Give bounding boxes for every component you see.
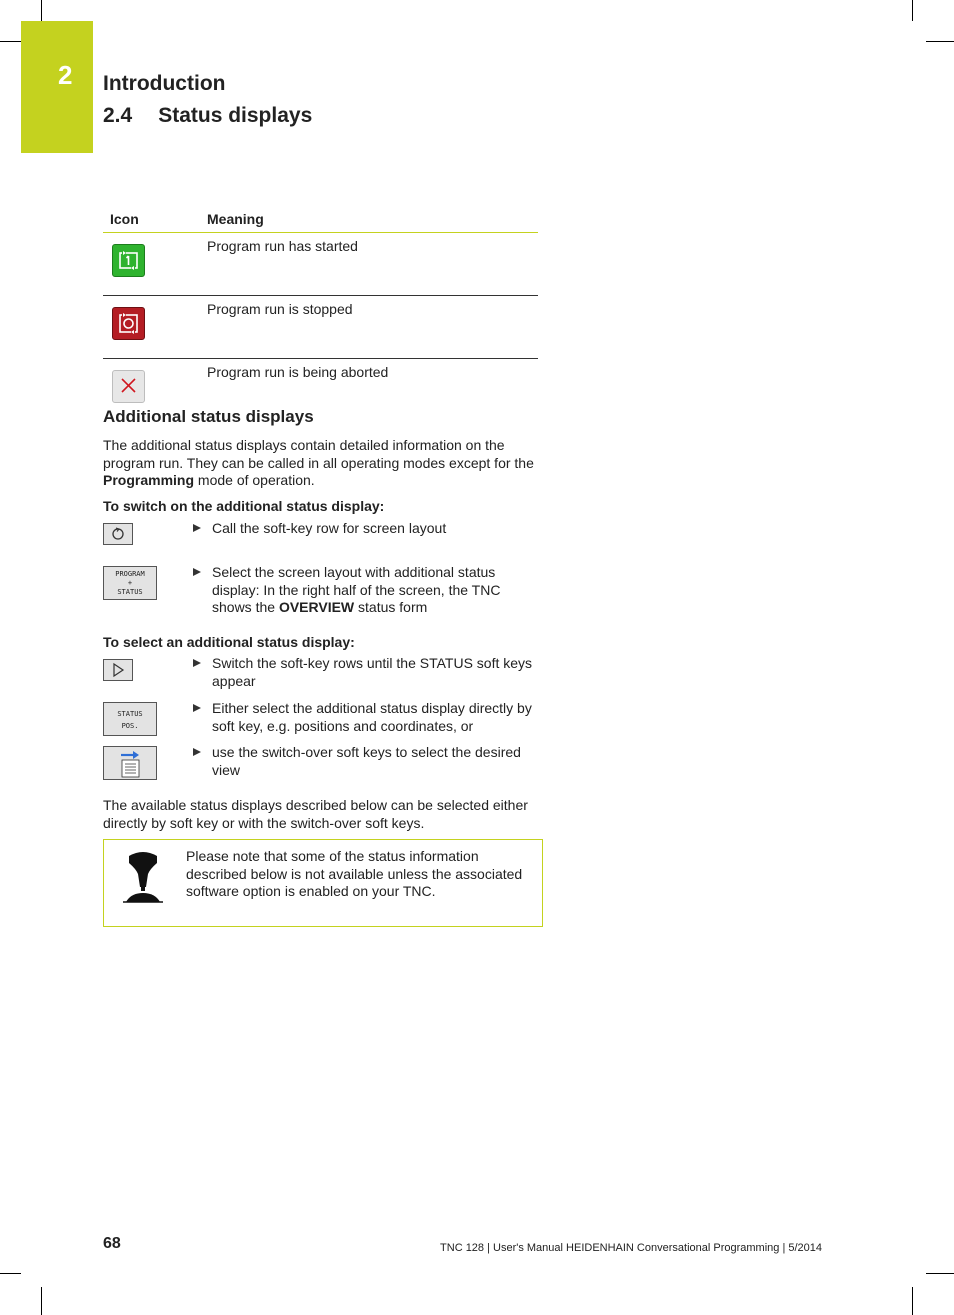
- page-number: 68: [103, 1235, 121, 1252]
- softkey-label-line: STATUS: [117, 588, 143, 596]
- arrow-right-icon: [104, 660, 132, 680]
- intro-text: mode of operation.: [194, 472, 315, 488]
- intro-paragraph: [103, 437, 543, 490]
- intro-text: The additional status displays contain detailed information on the program run. They can be called in all operating modes except for the: [103, 437, 534, 471]
- crop-mark: [0, 1273, 21, 1274]
- table-cell-meaning: Program run is stopped: [207, 296, 538, 359]
- crop-mark: [912, 0, 913, 21]
- switch-on-heading: To switch on the additional status display:: [103, 498, 385, 514]
- section-number: 2.4: [103, 104, 133, 127]
- crop-mark: [0, 41, 21, 42]
- table-row: [103, 233, 538, 296]
- step-text-bold: OVERVIEW: [278, 599, 355, 615]
- chapter-number: 2: [58, 60, 73, 90]
- footer-text: TNC 128 | User's Manual HEIDENHAIN Conversational Programming | 5/2014: [440, 1242, 822, 1254]
- step-item: [193, 655, 543, 690]
- crop-mark: [926, 41, 954, 42]
- chapter-title: Introduction: [103, 72, 226, 95]
- step-text: Either select the additional status display directly by soft key, e.g. positions and coordinates, or: [212, 700, 532, 734]
- program-run-started-icon: [112, 244, 145, 277]
- step-item: [193, 564, 543, 617]
- table-header-row: [103, 206, 538, 233]
- table-cell-meaning: Program run has started: [207, 233, 538, 296]
- step-item: [193, 520, 543, 538]
- step-text-part: status form: [354, 599, 428, 615]
- section-name: Status displays: [158, 104, 313, 127]
- status-pos-softkey[interactable]: [103, 702, 157, 736]
- column-header-meaning: Meaning: [207, 206, 538, 233]
- step-text: Call the soft-key row for screen layout: [212, 520, 447, 536]
- softkey-label-line: POS.: [121, 722, 139, 730]
- step-bullet-icon: [193, 568, 201, 576]
- softkey-label-line: +: [127, 579, 133, 587]
- step-text: Switch the soft-key rows until the STATUS soft keys appear: [212, 655, 533, 689]
- icon-meaning-table: [103, 206, 538, 421]
- crop-mark: [926, 1273, 954, 1274]
- select-heading: To select an additional status display:: [103, 634, 355, 650]
- intro-bold: Programming: [103, 472, 195, 488]
- program-status-softkey[interactable]: [103, 566, 157, 600]
- table-cell-meaning: Program run is being aborted: [207, 364, 389, 380]
- step-bullet-icon: [193, 659, 201, 667]
- step-text: [212, 564, 543, 617]
- table-cell: [103, 233, 207, 296]
- program-run-aborted-icon: [112, 370, 145, 403]
- step-item: [193, 744, 543, 779]
- switch-over-icon: [104, 747, 156, 779]
- step-bullet-icon: [193, 704, 201, 712]
- crop-mark: [41, 1287, 42, 1315]
- table-row: [103, 296, 538, 359]
- next-softkey-row-key[interactable]: [103, 659, 133, 681]
- column-header-icon: Icon: [103, 206, 207, 233]
- crop-mark: [41, 0, 42, 21]
- table-cell: [103, 296, 207, 359]
- subsection-heading: Additional status displays: [103, 407, 314, 426]
- step-text: use the switch-over soft keys to select the desired view: [212, 744, 521, 778]
- softkey-label-line: STATUS: [117, 710, 143, 718]
- chapter-tab: [21, 21, 93, 153]
- step-item: [193, 700, 543, 735]
- step-bullet-icon: [193, 748, 201, 756]
- step-text-part: Select the screen layout with additional status display: In the right half of the screen, the TNC shows the: [212, 564, 501, 615]
- closing-paragraph: The available status displays described below can be selected either directly by soft key or with the switch-over soft keys.: [103, 797, 528, 831]
- softkey-label-line: PROGRAM: [115, 570, 145, 578]
- step-bullet-icon: [193, 524, 201, 532]
- note-text: Please note that some of the status information described below is not available unless the associated software option is enabled on your TNC.: [186, 848, 523, 899]
- crop-mark: [912, 1287, 913, 1315]
- screen-layout-key[interactable]: [103, 523, 133, 545]
- note-hand-icon: [122, 850, 164, 906]
- screen-layout-icon: [104, 524, 132, 544]
- program-run-stopped-icon: [112, 307, 145, 340]
- switch-over-softkey[interactable]: [103, 746, 157, 780]
- note-box: [103, 839, 543, 927]
- section-title: [103, 104, 312, 128]
